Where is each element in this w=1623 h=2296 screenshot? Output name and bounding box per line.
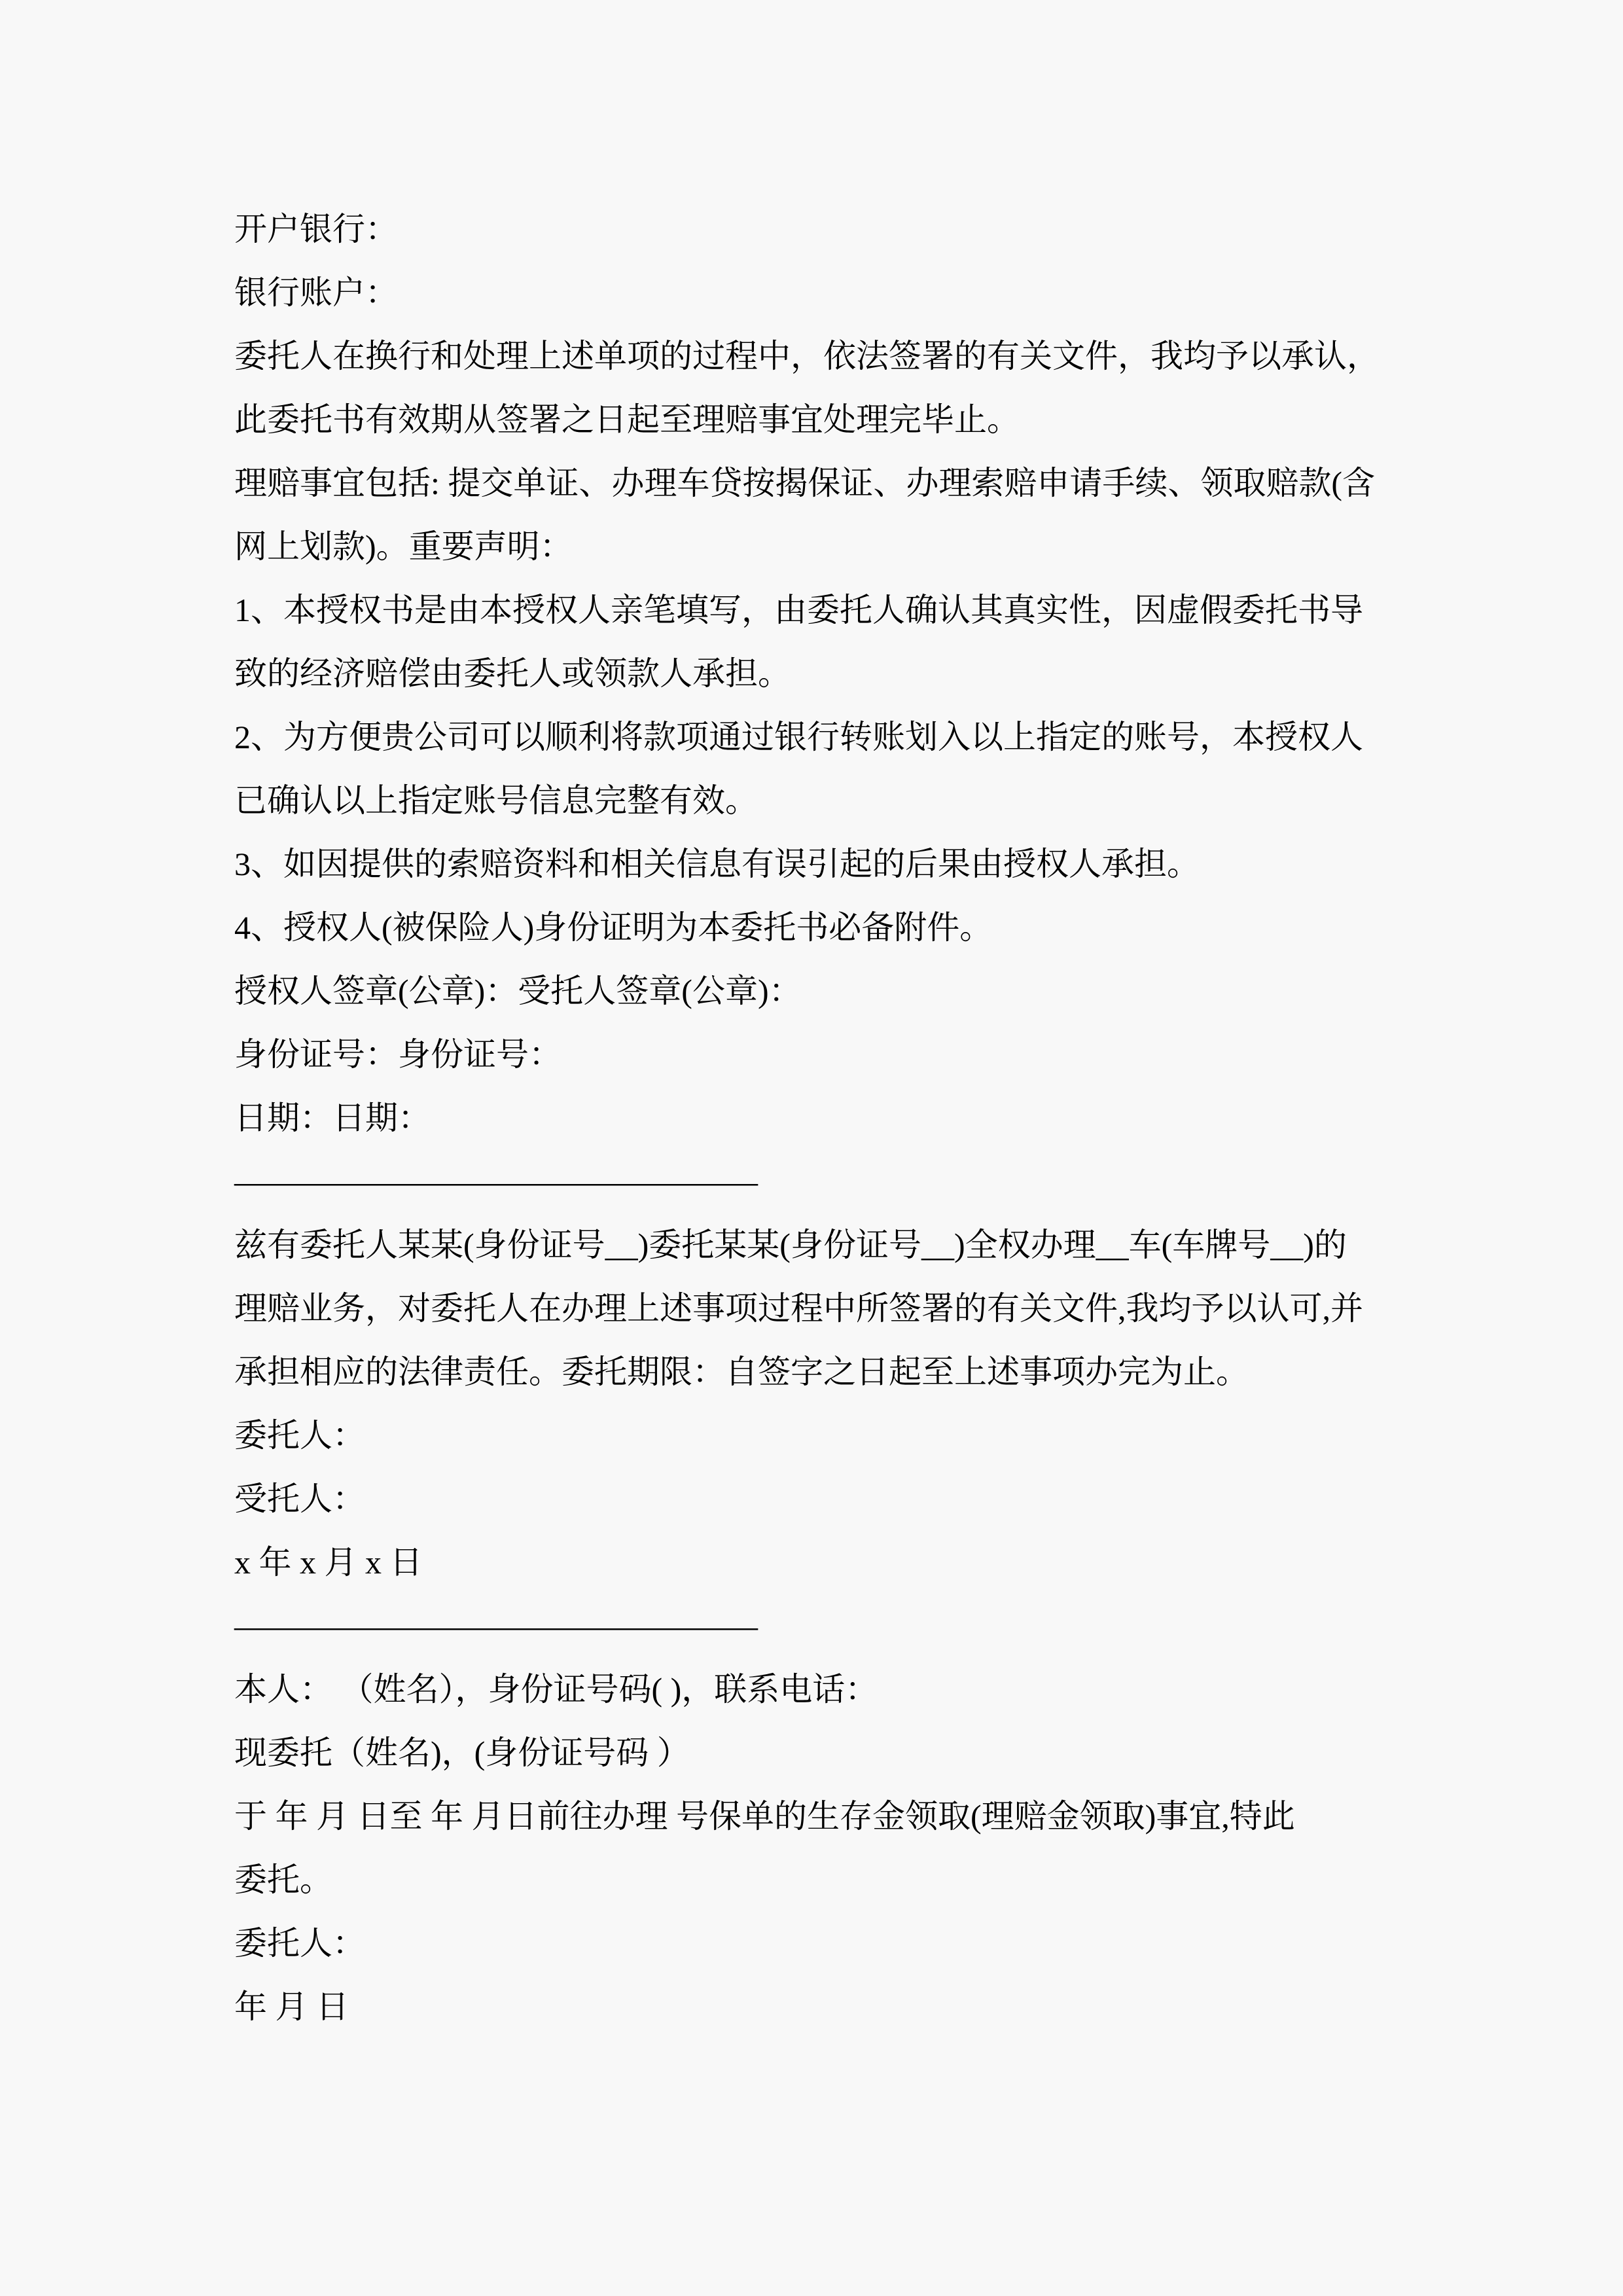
text-line: 3、如因提供的索赔资料和相关信息有误引起的后果由授权人承担。 <box>234 846 1200 882</box>
text-line: 委托人： <box>234 1417 365 1454</box>
text-line: 日期：日期： <box>234 1100 431 1136</box>
text-line: 委托人在换行和处理上述单项的过程中，依法签署的有关文件，我均予以承认， <box>234 338 1380 374</box>
text-line: 理赔事宜包括: 提交单证、办理车贷按揭保证、办理索赔申请手续、领取赔款(含 <box>234 465 1376 501</box>
text-line: 委托。 <box>234 1861 332 1898</box>
text-line: 身份证号：身份证号： <box>234 1036 562 1073</box>
text-line: 网上划款)。重要声明： <box>234 528 573 565</box>
divider-dashes: ———————————————— <box>234 1607 758 1644</box>
text-line: 授权人签章(公章)：受托人签章(公章)： <box>234 973 802 1009</box>
text-line: 本人： （姓名），身份证号码( )，联系电话： <box>234 1671 878 1708</box>
text-line: 于 年 月 日至 年 月日前往办理 号保单的生存金领取(理赔金领取)事宜,特此 <box>234 1798 1295 1835</box>
text-line: 受托人： <box>234 1480 365 1517</box>
text-line: 致的经济赔偿由委托人或领款人承担。 <box>234 655 791 692</box>
text-line: x 年 x 月 x 日 <box>234 1544 423 1581</box>
text-line: 委托人： <box>234 1925 365 1962</box>
document-text-block <box>234 198 1406 2039</box>
text-line: 年 月 日 <box>234 1988 349 2025</box>
text-line: 现委托（姓名)，(身份证号码 ） <box>234 1734 690 1771</box>
text-line: 银行账户： <box>234 274 398 311</box>
text-line: 兹有委托人某某(身份证号__)委托某某(身份证号__)全权办理__车(车牌号__)的 <box>234 1227 1347 1263</box>
divider-dashes: ———————————————— <box>234 1163 758 1200</box>
text-line: 理赔业务，对委托人在办理上述事项过程中所签署的有关文件,我均予以认可,并 <box>234 1290 1363 1327</box>
text-line: 已确认以上指定账号信息完整有效。 <box>234 782 758 819</box>
text-line: 1、本授权书是由本授权人亲笔填写，由委托人确认其真实性，因虚假委托书导 <box>234 592 1363 628</box>
text-line: 开户银行： <box>234 211 398 247</box>
text-line: 4、授权人(被保险人)身份证明为本委托书必备附件。 <box>234 909 993 946</box>
text-line: 承担相应的法律责任。委托期限：自签字之日起至上述事项办完为止。 <box>234 1354 1249 1390</box>
text-line: 此委托书有效期从签署之日起至理赔事宜处理完毕止。 <box>234 401 1020 438</box>
text-line: 2、为方便贵公司可以顺利将款项通过银行转账划入以上指定的账号，本授权人 <box>234 719 1363 755</box>
